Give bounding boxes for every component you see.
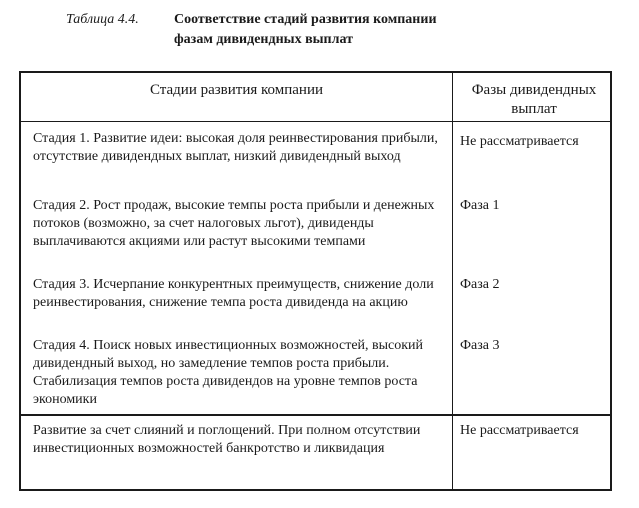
table-title-line1: Соответствие стадий развития компании — [174, 12, 437, 27]
table-title-line2: фазам дивидендных выплат — [174, 32, 353, 47]
row-3-stage: Стадия 3. Исчерпание конкурентных преимуществ, снижение доли реинвестирования, снижение темпа роста дивиденда на акцию — [33, 277, 434, 310]
table-caption — [66, 10, 626, 50]
header-phases: Фазы дивидендных выплат — [471, 82, 597, 117]
row-5-phase: Не рассматривается — [460, 423, 579, 438]
row-1-stage: Стадия 1. Развитие идеи: высокая доля реинвестирования прибыли, отсутствие дивидендных выплат, низкий дивидендный выход — [33, 131, 438, 164]
row-2-phase: Фаза 1 — [460, 198, 500, 213]
column-divider — [452, 73, 453, 489]
header-stages: Стадии развития компании — [149, 82, 324, 98]
row-5-stage: Развитие за счет слияний и поглощений. При полном отсутствии инвестиционных возможностей банкротство и ликвидация — [33, 423, 421, 456]
row-4-stage: Стадия 4. Поиск новых инвестиционных возможностей, высокий дивидендный выход, но замедление темпов роста прибыли. Стабилизация темпов роста дивидендов на уровне темпов роста экономики — [33, 338, 424, 407]
row-4-phase: Фаза 3 — [460, 338, 500, 353]
row-3-phase: Фаза 2 — [460, 277, 500, 292]
header-divider — [21, 121, 610, 122]
table-number: Таблица 4.4. — [66, 12, 139, 27]
row-1-phase: Не рассматривается — [460, 134, 579, 149]
dividend-phases-table — [19, 71, 612, 491]
last-row-divider — [21, 414, 610, 416]
row-2-stage: Стадия 2. Рост продаж, высокие темпы роста прибыли и денежных потоков (возможно, за счет налоговых льгот), дивиденды выплачиваются акциями или растут высокими темпами — [33, 198, 435, 249]
